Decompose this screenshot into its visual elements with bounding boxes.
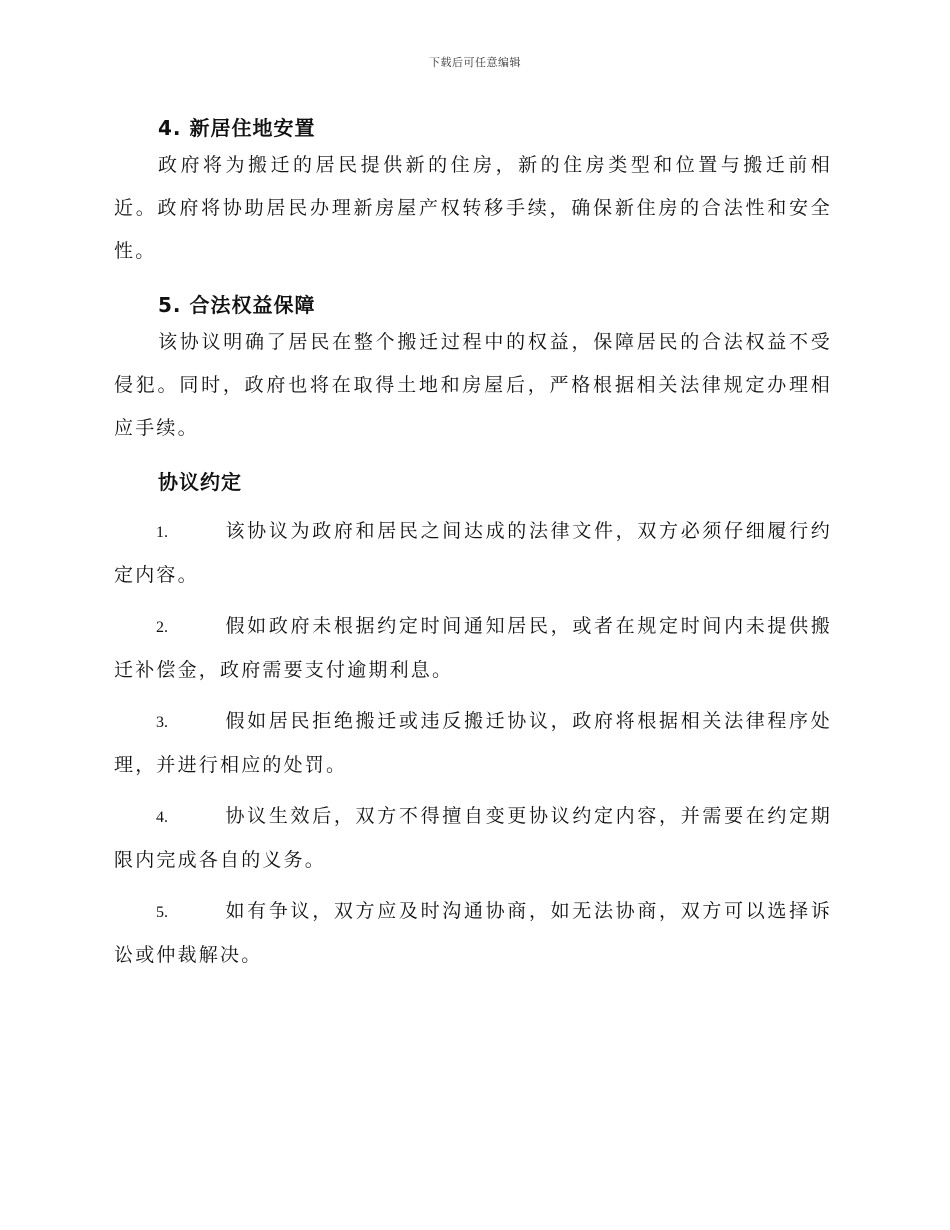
section-heading-new-residence: 4. 新居住地安置	[158, 116, 316, 140]
agreement-item	[114, 605, 832, 692]
agreement-item	[114, 795, 832, 882]
agreement-item-number: 2.	[156, 619, 168, 636]
agreement-item-number: 1.	[156, 524, 168, 541]
agreement-item-number: 4.	[156, 809, 168, 826]
agreement-list	[114, 510, 832, 977]
agreement-item-text: 假如居民拒绝搬迁或违反搬迁协议，政府将根据相关法律程序处理，并进行相应的处罚。	[114, 710, 832, 776]
agreement-item	[114, 700, 832, 787]
agreement-item-text: 该协议为政府和居民之间达成的法律文件，双方必须仔细履行约定内容。	[114, 520, 832, 586]
agreement-item-text: 假如政府未根据约定时间通知居民，或者在规定时间内未提供搬迁补偿金，政府需要支付逾期利息。	[114, 615, 832, 681]
agreement-item	[114, 510, 832, 597]
agreement-item-text: 协议生效后，双方不得擅自变更协议约定内容，并需要在约定期限内完成各自的义务。	[114, 805, 832, 871]
agreement-item-number: 5.	[156, 904, 168, 921]
agreement-item	[114, 890, 832, 977]
document-body	[114, 112, 832, 977]
agreement-item-text: 如有争议，双方应及时沟通协商，如无法协商，双方可以选择诉讼或仲裁解决。	[114, 900, 832, 966]
section-heading-legal-rights: 5. 合法权益保障	[158, 293, 316, 317]
agreement-heading: 协议约定	[158, 470, 242, 494]
agreement-item-number: 3.	[156, 714, 168, 731]
section-paragraph-new-residence: 政府将为搬迁的居民提供新的住房，新的住房类型和位置与搬迁前相近。政府将协助居民办理新房屋产权转移手续，确保新住房的合法性和安全性。	[114, 154, 832, 262]
page-header: 下载后可任意编辑	[429, 56, 521, 69]
section-paragraph-legal-rights: 该协议明确了居民在整个搬迁过程中的权益，保障居民的合法权益不受侵犯。同时，政府也将在取得土地和房屋后，严格根据相关法律规定办理相应手续。	[114, 331, 832, 439]
